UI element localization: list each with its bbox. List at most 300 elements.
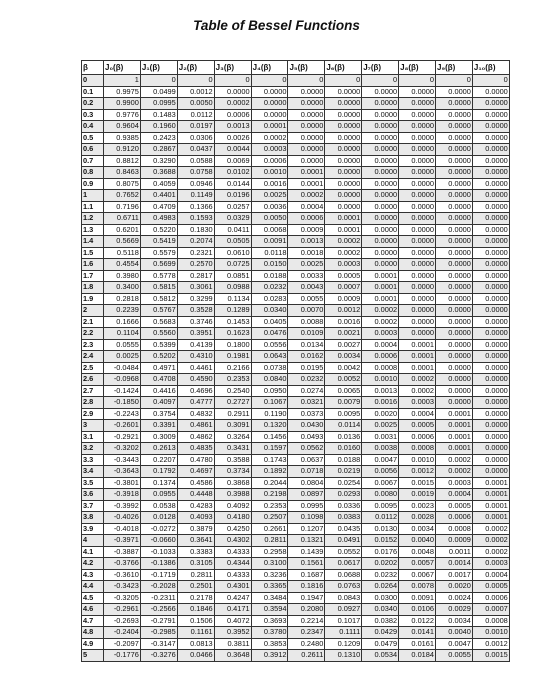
bessel-value-cell: 0.1439 xyxy=(288,546,325,558)
beta-cell: 0.9 xyxy=(82,178,104,190)
col-header-j2: J₂(β) xyxy=(177,61,214,75)
table-row xyxy=(82,500,510,512)
table-row xyxy=(82,247,510,259)
bessel-value-cell: 0.0000 xyxy=(472,270,509,282)
bessel-value-cell: 0.0002 xyxy=(472,523,509,535)
bessel-value-cell: 0.0610 xyxy=(214,247,251,259)
bessel-value-cell: 0.2198 xyxy=(251,489,288,501)
bessel-value-cell: 0.0897 xyxy=(288,489,325,501)
bessel-value-cell: 0.0000 xyxy=(325,86,362,98)
bessel-value-cell: 0.0023 xyxy=(399,500,436,512)
bessel-value-cell: 0.0429 xyxy=(362,627,399,639)
bessel-value-cell: 0.0038 xyxy=(362,443,399,455)
bessel-value-cell: 0.0136 xyxy=(325,431,362,443)
bessel-value-cell: 0.4247 xyxy=(214,592,251,604)
bessel-value-cell: 0.0000 xyxy=(472,109,509,121)
bessel-value-cell: 0.9900 xyxy=(104,98,141,110)
bessel-value-cell: 0.0300 xyxy=(362,592,399,604)
col-header-j9: J₉(β) xyxy=(436,61,473,75)
bessel-value-cell: 0.4708 xyxy=(140,374,177,386)
bessel-value-cell: 0.0946 xyxy=(177,178,214,190)
table-row xyxy=(82,224,510,236)
bessel-value-cell: -0.3423 xyxy=(104,581,141,593)
bessel-value-cell: 0.0003 xyxy=(325,259,362,271)
bessel-value-cell: 0.0000 xyxy=(436,144,473,156)
bessel-value-cell: 0.0000 xyxy=(472,201,509,213)
bessel-value-cell: 0.1017 xyxy=(325,615,362,627)
bessel-value-cell: 0.0000 xyxy=(472,259,509,271)
bessel-value-cell: 0.0026 xyxy=(214,132,251,144)
bessel-value-cell: 0.3980 xyxy=(104,270,141,282)
bessel-value-cell: 0.4333 xyxy=(214,546,251,558)
bessel-value-cell: 0.0411 xyxy=(214,224,251,236)
table-row xyxy=(82,86,510,98)
bessel-value-cell: 0.0000 xyxy=(472,293,509,305)
bessel-value-cell: 0.0001 xyxy=(251,121,288,133)
bessel-value-cell: 0.4097 xyxy=(140,397,177,409)
bessel-value-cell: 0.0000 xyxy=(399,155,436,167)
bessel-value-cell: 0.0002 xyxy=(399,374,436,386)
table-row xyxy=(82,523,510,535)
bessel-value-cell: 0.0499 xyxy=(140,86,177,98)
bessel-value-cell: 0.0000 xyxy=(436,270,473,282)
bessel-value-cell: 0.0000 xyxy=(436,98,473,110)
bessel-value-cell: 0.2166 xyxy=(214,362,251,374)
table-row xyxy=(82,213,510,225)
bessel-value-cell: 0.0000 xyxy=(436,155,473,167)
bessel-value-cell: 0.2501 xyxy=(177,581,214,593)
table-row xyxy=(82,581,510,593)
bessel-value-cell: 0.0161 xyxy=(399,638,436,650)
bessel-value-cell: 0.1830 xyxy=(177,224,214,236)
bessel-value-cell: 0.0141 xyxy=(399,627,436,639)
table-row xyxy=(82,385,510,397)
bessel-value-cell: 0.0000 xyxy=(288,132,325,144)
bessel-value-cell: 0.0000 xyxy=(362,190,399,202)
bessel-value-cell: 0.0000 xyxy=(362,121,399,133)
bessel-value-cell: 0.0763 xyxy=(325,581,362,593)
bessel-value-cell: 0.0000 xyxy=(325,190,362,202)
table-row xyxy=(82,270,510,282)
bessel-value-cell: 0.3648 xyxy=(214,650,251,662)
bessel-value-cell: 0.5419 xyxy=(140,236,177,248)
bessel-value-cell: 0.0340 xyxy=(251,305,288,317)
table-row xyxy=(82,431,510,443)
beta-cell: 2.3 xyxy=(82,339,104,351)
beta-cell: 1.9 xyxy=(82,293,104,305)
bessel-value-cell: 0.3746 xyxy=(177,316,214,328)
bessel-value-cell: 0.0257 xyxy=(214,201,251,213)
bessel-value-cell: 0.0505 xyxy=(214,236,251,248)
bessel-value-cell: 0.0000 xyxy=(399,282,436,294)
bessel-value-cell: 0.0001 xyxy=(472,477,509,489)
bessel-value-cell: 0.0003 xyxy=(362,328,399,340)
bessel-value-cell: 0.0002 xyxy=(472,546,509,558)
bessel-value-cell: 0.0000 xyxy=(362,98,399,110)
table-row xyxy=(82,201,510,213)
bessel-value-cell: 0.2480 xyxy=(288,638,325,650)
bessel-value-cell: 0.0188 xyxy=(325,454,362,466)
bessel-value-cell: 0.4983 xyxy=(140,213,177,225)
bessel-value-cell: 1 xyxy=(104,75,141,87)
bessel-value-cell: 0.0162 xyxy=(288,351,325,363)
bessel-value-cell: 0.0000 xyxy=(399,236,436,248)
bessel-value-cell: 0.0001 xyxy=(362,293,399,305)
bessel-value-cell: 0.0025 xyxy=(362,420,399,432)
table-row xyxy=(82,569,510,581)
beta-cell: 2.9 xyxy=(82,408,104,420)
bessel-value-cell: 0.0555 xyxy=(104,339,141,351)
table-row xyxy=(82,454,510,466)
bessel-value-cell: 0.5118 xyxy=(104,247,141,259)
bessel-value-cell: 0.0007 xyxy=(472,604,509,616)
bessel-value-cell: 0.0006 xyxy=(251,155,288,167)
beta-cell: 0 xyxy=(82,75,104,87)
bessel-value-cell: 0.0000 xyxy=(436,132,473,144)
bessel-value-cell: -0.2791 xyxy=(140,615,177,627)
bessel-value-cell: 0.0000 xyxy=(436,247,473,259)
bessel-value-cell: 0.0188 xyxy=(251,270,288,282)
bessel-value-cell: 0.0000 xyxy=(399,305,436,317)
bessel-value-cell: 0.0000 xyxy=(436,213,473,225)
bessel-value-cell: 0.7652 xyxy=(104,190,141,202)
beta-cell: 3.5 xyxy=(82,477,104,489)
bessel-value-cell: -0.1850 xyxy=(104,397,141,409)
bessel-value-cell: 0.3912 xyxy=(251,650,288,662)
beta-cell: 4.4 xyxy=(82,581,104,593)
beta-cell: 2.8 xyxy=(82,397,104,409)
bessel-value-cell: 0.0028 xyxy=(399,512,436,524)
bessel-value-cell: 0.0002 xyxy=(362,305,399,317)
bessel-value-cell: 0.0029 xyxy=(436,604,473,616)
bessel-value-cell: 0.2911 xyxy=(214,408,251,420)
bessel-value-cell: 0.0000 xyxy=(325,201,362,213)
table-row xyxy=(82,109,510,121)
bessel-value-cell: 0.0078 xyxy=(399,581,436,593)
bessel-value-cell: 0.4401 xyxy=(140,190,177,202)
bessel-value-cell: 0.0080 xyxy=(362,489,399,501)
bessel-value-cell: 0.0000 xyxy=(399,293,436,305)
bessel-value-cell: 0.9385 xyxy=(104,132,141,144)
bessel-value-cell: 0.0095 xyxy=(362,500,399,512)
beta-cell: 0.4 xyxy=(82,121,104,133)
bessel-value-cell: 0.4971 xyxy=(140,362,177,374)
bessel-value-cell: 0.0000 xyxy=(325,167,362,179)
bessel-value-cell: -0.3887 xyxy=(104,546,141,558)
bessel-value-cell: 0.2811 xyxy=(177,569,214,581)
bessel-value-cell: 0.0031 xyxy=(362,431,399,443)
bessel-value-cell: 0.0538 xyxy=(140,500,177,512)
table-row xyxy=(82,282,510,294)
bessel-value-cell: 0.4333 xyxy=(214,569,251,581)
bessel-value-cell: 0.3431 xyxy=(214,443,251,455)
table-row xyxy=(82,167,510,179)
bessel-value-cell: 0.0688 xyxy=(325,569,362,581)
bessel-value-cell: 0.2818 xyxy=(104,293,141,305)
col-header-beta: β xyxy=(82,61,104,75)
bessel-value-cell: 0.4780 xyxy=(177,454,214,466)
bessel-value-cell: 0.1792 xyxy=(140,466,177,478)
bessel-value-cell: 0.2613 xyxy=(140,443,177,455)
bessel-value-cell: 0.0718 xyxy=(288,466,325,478)
bessel-value-cell: 0.0202 xyxy=(362,558,399,570)
bessel-value-cell: 0.3400 xyxy=(104,282,141,294)
bessel-value-cell: 0.0106 xyxy=(399,604,436,616)
bessel-value-cell: 0.2540 xyxy=(214,385,251,397)
table-row xyxy=(82,351,510,363)
bessel-value-cell: 0.4283 xyxy=(177,500,214,512)
beta-cell: 3.4 xyxy=(82,466,104,478)
bessel-value-cell: 0.0430 xyxy=(288,420,325,432)
bessel-value-cell: 0.0476 xyxy=(251,328,288,340)
bessel-value-cell: 0.2080 xyxy=(288,604,325,616)
bessel-value-cell: 0.1960 xyxy=(140,121,177,133)
bessel-value-cell: -0.1033 xyxy=(140,546,177,558)
bessel-value-cell: 0.0112 xyxy=(362,512,399,524)
bessel-value-cell: 0.3988 xyxy=(214,489,251,501)
bessel-value-cell: 0.0065 xyxy=(325,385,362,397)
bessel-value-cell: 0.0813 xyxy=(177,638,214,650)
bessel-table xyxy=(81,60,510,662)
bessel-value-cell: 0.0758 xyxy=(177,167,214,179)
bessel-value-cell: 0.1067 xyxy=(251,397,288,409)
bessel-value-cell: 0.0070 xyxy=(288,305,325,317)
bessel-value-cell: 0.3391 xyxy=(140,420,177,432)
bessel-value-cell: -0.2693 xyxy=(104,615,141,627)
bessel-value-cell: 0.9120 xyxy=(104,144,141,156)
bessel-value-cell: 0.0000 xyxy=(436,316,473,328)
bessel-value-cell: 0.4835 xyxy=(177,443,214,455)
bessel-value-cell: -0.1386 xyxy=(140,558,177,570)
table-row xyxy=(82,236,510,248)
bessel-value-cell: 0.4093 xyxy=(177,512,214,524)
bessel-value-cell: -0.2028 xyxy=(140,581,177,593)
page-title: Table of Bessel Functions xyxy=(193,18,360,33)
bessel-value-cell: 0.0134 xyxy=(288,339,325,351)
bessel-value-cell: 0.1098 xyxy=(288,512,325,524)
bessel-value-cell: 0.0036 xyxy=(251,201,288,213)
bessel-value-cell: 0.0383 xyxy=(325,512,362,524)
table-row xyxy=(82,615,510,627)
bessel-value-cell: 0.0012 xyxy=(177,86,214,98)
bessel-value-cell: 0.4139 xyxy=(177,339,214,351)
bessel-value-cell: 0.2867 xyxy=(140,144,177,156)
bessel-value-cell: 0.0052 xyxy=(325,374,362,386)
bessel-value-cell: -0.2311 xyxy=(140,592,177,604)
bessel-value-cell: 0.0000 xyxy=(362,259,399,271)
bessel-value-cell: 0.0000 xyxy=(399,121,436,133)
beta-cell: 3.8 xyxy=(82,512,104,524)
bessel-value-cell: 0.0000 xyxy=(472,132,509,144)
bessel-value-cell: 0.2423 xyxy=(140,132,177,144)
bessel-value-cell: 0.0000 xyxy=(472,351,509,363)
bessel-value-cell: 0.0000 xyxy=(472,190,509,202)
bessel-value-cell: 0.0000 xyxy=(362,132,399,144)
bessel-value-cell: 0.8463 xyxy=(104,167,141,179)
bessel-value-cell: 0.0000 xyxy=(436,385,473,397)
bessel-value-cell: 0.0047 xyxy=(362,454,399,466)
bessel-value-cell: 0.0000 xyxy=(472,374,509,386)
table-row xyxy=(82,535,510,547)
bessel-value-cell: 0.1947 xyxy=(288,592,325,604)
bessel-value-cell: 0.4862 xyxy=(177,431,214,443)
bessel-value-cell: 0.1190 xyxy=(251,408,288,420)
bessel-value-cell: 0.0000 xyxy=(288,109,325,121)
bessel-value-cell: -0.3992 xyxy=(104,500,141,512)
bessel-value-cell: 0.4310 xyxy=(177,351,214,363)
bessel-value-cell: 0.4250 xyxy=(214,523,251,535)
bessel-value-cell: 0.2074 xyxy=(177,236,214,248)
bessel-value-cell: 0.0000 xyxy=(399,213,436,225)
bessel-value-cell: 0.0001 xyxy=(399,339,436,351)
bessel-value-cell: 0.0000 xyxy=(399,247,436,259)
beta-cell: 3.9 xyxy=(82,523,104,535)
bessel-value-cell: 0.0000 xyxy=(472,339,509,351)
table-row xyxy=(82,558,510,570)
bessel-value-cell: 0.5683 xyxy=(140,316,177,328)
bessel-value-cell: 0.0050 xyxy=(177,98,214,110)
bessel-value-cell: 0.0000 xyxy=(325,98,362,110)
bessel-value-cell: 0.0306 xyxy=(177,132,214,144)
bessel-value-cell: 0.0012 xyxy=(325,305,362,317)
bessel-value-cell: 0.0000 xyxy=(472,316,509,328)
bessel-value-cell: 0.0000 xyxy=(399,270,436,282)
bessel-value-cell: 0.0000 xyxy=(399,224,436,236)
bessel-value-cell: 0.0000 xyxy=(288,144,325,156)
bessel-value-cell: 0.2044 xyxy=(251,477,288,489)
bessel-value-cell: 0.3853 xyxy=(251,638,288,650)
bessel-value-cell: 0.3290 xyxy=(140,155,177,167)
bessel-value-cell: 0.6201 xyxy=(104,224,141,236)
beta-cell: 1.2 xyxy=(82,213,104,225)
table-row xyxy=(82,477,510,489)
bessel-value-cell: 0.0340 xyxy=(362,604,399,616)
bessel-value-cell: 0.0102 xyxy=(214,167,251,179)
beta-cell: 1.5 xyxy=(82,247,104,259)
table-row xyxy=(82,408,510,420)
bessel-value-cell: 0 xyxy=(177,75,214,87)
bessel-value-cell: -0.2961 xyxy=(104,604,141,616)
bessel-value-cell: 0.0091 xyxy=(251,236,288,248)
bessel-value-cell: 0.0001 xyxy=(472,500,509,512)
beta-cell: 4 xyxy=(82,535,104,547)
bessel-value-cell: -0.1776 xyxy=(104,650,141,662)
bessel-value-cell: 0.0283 xyxy=(251,293,288,305)
bessel-value-cell: 0.0232 xyxy=(251,282,288,294)
bessel-value-cell: 0.0001 xyxy=(436,443,473,455)
bessel-value-cell: -0.3276 xyxy=(140,650,177,662)
bessel-value-cell: 0.0001 xyxy=(399,362,436,374)
bessel-value-cell: 0.0264 xyxy=(362,581,399,593)
bessel-value-cell: 0.0382 xyxy=(362,615,399,627)
table-row xyxy=(82,362,510,374)
bessel-value-cell: 0.3588 xyxy=(214,454,251,466)
bessel-value-cell: 0.2611 xyxy=(288,650,325,662)
bessel-value-cell: 0.0008 xyxy=(362,362,399,374)
bessel-value-cell: 0.0000 xyxy=(399,144,436,156)
bessel-value-cell: 0.0034 xyxy=(325,351,362,363)
bessel-value-cell: 0.0128 xyxy=(140,512,177,524)
bessel-value-cell: 0.3693 xyxy=(251,615,288,627)
bessel-value-cell: 0.0001 xyxy=(436,431,473,443)
table-row xyxy=(82,420,510,432)
bessel-value-cell: 0.9604 xyxy=(104,121,141,133)
bessel-value-cell: 0.2958 xyxy=(251,546,288,558)
bessel-value-cell: 0.0015 xyxy=(399,477,436,489)
bessel-value-cell: 0.5812 xyxy=(140,293,177,305)
bessel-value-cell: 0.0001 xyxy=(436,408,473,420)
bessel-value-cell: 0.0009 xyxy=(288,224,325,236)
table-row xyxy=(82,604,510,616)
bessel-value-cell: 0.0435 xyxy=(325,523,362,535)
bessel-value-cell: -0.2243 xyxy=(104,408,141,420)
bessel-value-cell: 0.0000 xyxy=(399,167,436,179)
bessel-value-cell: 0.4696 xyxy=(177,385,214,397)
bessel-value-cell: 0.4861 xyxy=(177,420,214,432)
bessel-value-cell: 0.0988 xyxy=(214,282,251,294)
bessel-value-cell: 0.0150 xyxy=(251,259,288,271)
bessel-value-cell: 0.1310 xyxy=(325,650,362,662)
bessel-value-cell: 0.1111 xyxy=(325,627,362,639)
bessel-value-cell: 0.0055 xyxy=(288,293,325,305)
bessel-value-cell: 0.0152 xyxy=(362,535,399,547)
bessel-value-cell: 0.0033 xyxy=(288,270,325,282)
bessel-value-cell: 0.0321 xyxy=(288,397,325,409)
beta-cell: 1.1 xyxy=(82,201,104,213)
bessel-value-cell: 0.0003 xyxy=(472,558,509,570)
bessel-value-cell: 0.0556 xyxy=(251,339,288,351)
beta-cell: 3.2 xyxy=(82,443,104,455)
table-body xyxy=(82,75,510,662)
beta-cell: 1.6 xyxy=(82,259,104,271)
beta-cell: 3.7 xyxy=(82,500,104,512)
bessel-value-cell: 0.0000 xyxy=(399,316,436,328)
bessel-value-cell: 0.0950 xyxy=(251,385,288,397)
bessel-value-cell: -0.1719 xyxy=(140,569,177,581)
beta-cell: 3.6 xyxy=(82,489,104,501)
bessel-value-cell: 0.0293 xyxy=(325,489,362,501)
beta-cell: 4.3 xyxy=(82,569,104,581)
bessel-value-cell: 0.0000 xyxy=(362,224,399,236)
bessel-value-cell: 0.0017 xyxy=(436,569,473,581)
bessel-value-cell: 0.0000 xyxy=(399,109,436,121)
beta-cell: 0.2 xyxy=(82,98,104,110)
bessel-value-cell: 0.0000 xyxy=(472,236,509,248)
col-header-j4: J₄(β) xyxy=(251,61,288,75)
bessel-value-cell: 0.0000 xyxy=(472,144,509,156)
beta-cell: 4.1 xyxy=(82,546,104,558)
bessel-value-cell: 0.0184 xyxy=(399,650,436,662)
bessel-value-cell: 0.0056 xyxy=(362,466,399,478)
bessel-value-cell: 0.3641 xyxy=(177,535,214,547)
table-row xyxy=(82,512,510,524)
bessel-value-cell: 0.0001 xyxy=(399,351,436,363)
bessel-value-cell: 0.5699 xyxy=(140,259,177,271)
bessel-value-cell: 0.0027 xyxy=(325,339,362,351)
bessel-value-cell: 0.0000 xyxy=(472,305,509,317)
bessel-value-cell: 0.0000 xyxy=(288,155,325,167)
bessel-value-cell: 0.4697 xyxy=(177,466,214,478)
bessel-value-cell: 0.0000 xyxy=(214,86,251,98)
bessel-value-cell: 0.0000 xyxy=(436,86,473,98)
bessel-value-cell: 0.0020 xyxy=(436,581,473,593)
bessel-value-cell: 0.3951 xyxy=(177,328,214,340)
bessel-value-cell: 0.0020 xyxy=(362,408,399,420)
bessel-value-cell: 0.2239 xyxy=(104,305,141,317)
bessel-value-cell: 0.0040 xyxy=(399,535,436,547)
bessel-value-cell: 0.0019 xyxy=(399,489,436,501)
bessel-value-cell: 0.0000 xyxy=(399,132,436,144)
